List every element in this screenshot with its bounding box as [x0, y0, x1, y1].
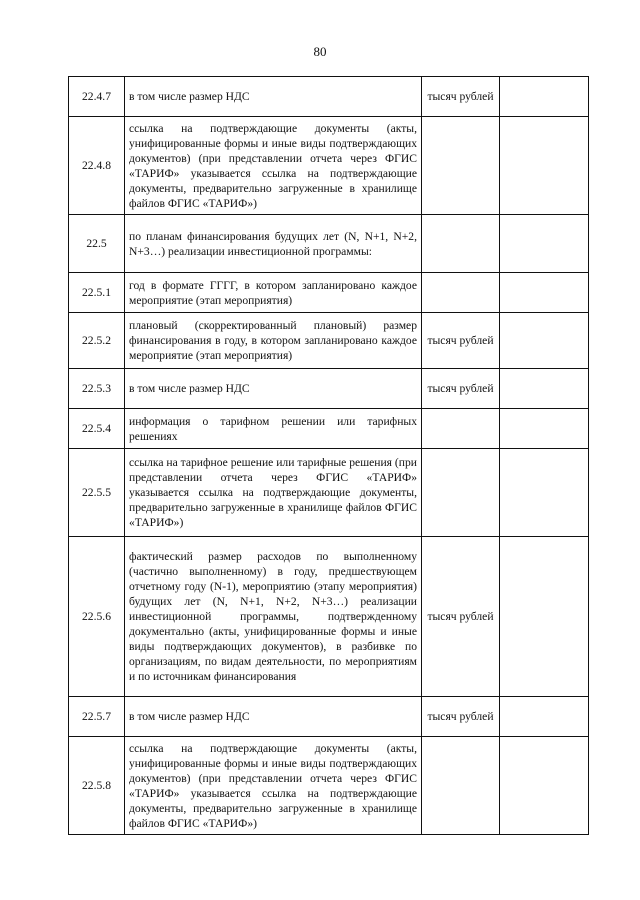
page-number: 80	[313, 44, 327, 59]
row-value-cell	[500, 215, 589, 273]
table-row	[69, 409, 589, 449]
row-unit: тысяч рублей	[422, 537, 500, 697]
row-number: 22.5.3	[69, 369, 125, 409]
row-unit	[422, 273, 500, 313]
table-row	[69, 369, 589, 409]
row-value-cell	[500, 449, 589, 537]
table-row	[69, 737, 589, 835]
row-value-cell	[500, 117, 589, 215]
row-unit	[422, 737, 500, 835]
row-unit: тысяч рублей	[422, 77, 500, 117]
requirements-table	[68, 76, 589, 835]
row-number: 22.4.7	[69, 77, 125, 117]
row-unit	[422, 215, 500, 273]
row-number: 22.5.1	[69, 273, 125, 313]
row-value-cell	[500, 77, 589, 117]
row-description: в том числе размер НДС	[125, 697, 422, 737]
row-value-cell	[500, 697, 589, 737]
row-value-cell	[500, 737, 589, 835]
row-value-cell	[500, 409, 589, 449]
row-description: в том числе размер НДС	[125, 369, 422, 409]
row-description: ссылка на подтверждающие документы (акты, унифицированные формы и иные виды подтверждающих документов) (при представлении отчета через ФГИС «ТАРИФ» указывается ссылка на подтверждающие документы, предварительно загруженные в хранилище файлов ФГИС «ТАРИФ»)	[125, 737, 422, 835]
table-row	[69, 117, 589, 215]
row-number: 22.5.8	[69, 737, 125, 835]
row-unit	[422, 409, 500, 449]
row-value-cell	[500, 273, 589, 313]
row-value-cell	[500, 369, 589, 409]
row-unit: тысяч рублей	[422, 369, 500, 409]
row-number: 22.5.6	[69, 537, 125, 697]
row-unit: тысяч рублей	[422, 697, 500, 737]
table-row	[69, 449, 589, 537]
row-number: 22.5	[69, 215, 125, 273]
row-description: плановый (скорректированный плановый) размер финансирования в году, в котором запланировано каждое мероприятие (этап мероприятия)	[125, 313, 422, 369]
table-row	[69, 77, 589, 117]
row-number: 22.5.7	[69, 697, 125, 737]
table-row	[69, 537, 589, 697]
table-row	[69, 215, 589, 273]
row-unit: тысяч рублей	[422, 313, 500, 369]
row-description: ссылка на подтверждающие документы (акты, унифицированные формы и иные виды подтверждающих документов) (при представлении отчета через ФГИС «ТАРИФ» указывается ссылка на подтверждающие документы, предварительно загруженные в хранилище файлов ФГИС «ТАРИФ»)	[125, 117, 422, 215]
row-unit	[422, 449, 500, 537]
row-unit	[422, 117, 500, 215]
row-description: год в формате ГГГГ, в котором запланировано каждое мероприятие (этап мероприятия)	[125, 273, 422, 313]
row-description: фактический размер расходов по выполненному (частично выполненному) в году, предшествующем отчетному году (N-1), мероприятию (этапу мероприятия) будущих лет (N, N+1, N+2, N+3…) реализации инвестиционной программы, подтвержденному документально (акты, унифицированные формы и иные виды подтверждающих документов), в разбивке по организациям, по видам деятельности, по мероприятиям и по источникам финансирования	[125, 537, 422, 697]
row-number: 22.4.8	[69, 117, 125, 215]
table-row	[69, 273, 589, 313]
row-value-cell	[500, 313, 589, 369]
table-row	[69, 697, 589, 737]
row-number: 22.5.5	[69, 449, 125, 537]
row-number: 22.5.4	[69, 409, 125, 449]
row-description: в том числе размер НДС	[125, 77, 422, 117]
row-description: информация о тарифном решении или тарифных решениях	[125, 409, 422, 449]
row-number: 22.5.2	[69, 313, 125, 369]
row-description: ссылка на тарифное решение или тарифные решения (при представлении отчета через ФГИС «ТАРИФ» указывается ссылка на подтверждающие документы, предварительно загруженные в хранилище файлов ФГИС «ТАРИФ»)	[125, 449, 422, 537]
row-value-cell	[500, 537, 589, 697]
row-description: по планам финансирования будущих лет (N, N+1, N+2, N+3…) реализации инвестиционной программы:	[125, 215, 422, 273]
table-row	[69, 313, 589, 369]
